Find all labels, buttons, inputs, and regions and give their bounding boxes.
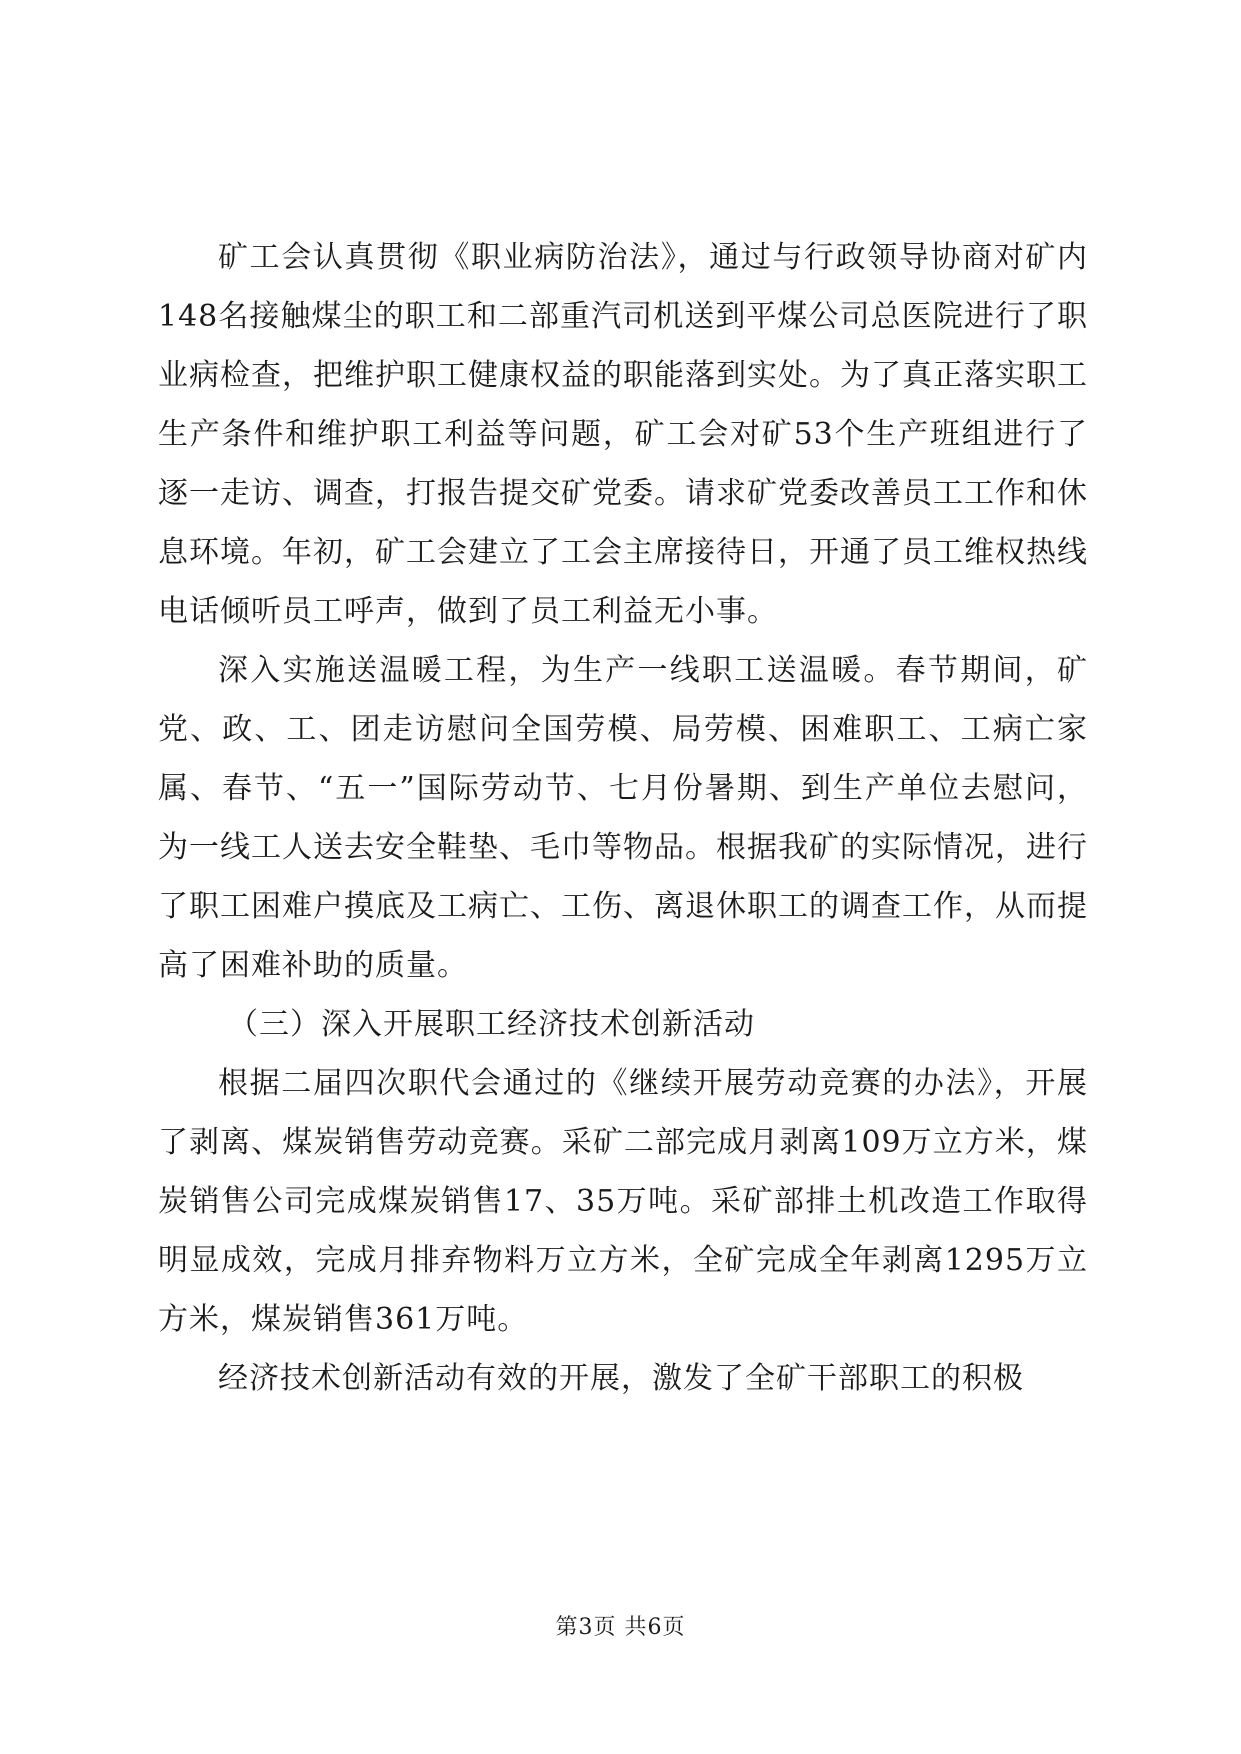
paragraph-innovation: 经济技术创新活动有效的开展，激发了全矿干部职工的积极 [218,1361,1024,1396]
paragraph-labor-competition: 根据二届四次职代会通过的《继续开展劳动竞赛的办法》，开展了剥离、煤炭销售劳动竞赛。采矿二部完成月剥离109万立方米，煤炭销售公司完成煤炭销售17、35万吨。采矿部排土机改造工作取得明显成效，完成月排弃物料万立方米，全矿完成全年剥离1295万立方米，煤炭销售361万吨。 [158,1066,1088,1337]
document-body [158,228,1088,1408]
section-heading: （三）深入开展职工经济技术创新活动 [228,1007,755,1042]
paragraph-occupational-health: 矿工会认真贯彻《职业病防治法》，通过与行政领导协商对矿内148名接触煤尘的职工和二部重汽司机送到平煤公司总医院进行了职业病检查，把维护职工健康权益的职能落到实处。为了真正落实职工生产条件和维护职工利益等问题，矿工会对矿53个生产班组进行了逐一走访、调查，打报告提交矿党委。请求矿党委改善员工工作和休息环境。年初，矿工会建立了工会主席接待日，开通了员工维权热线电话倾听员工呼声，做到了员工利益无小事。 [158,240,1088,629]
paragraph-warmth-project: 深入实施送温暖工程，为生产一线职工送温暖。春节期间，矿党、政、工、团走访慰问全国劳模、局劳模、困难职工、工病亡家属、春节、“五一”国际劳动节、七月份暑期、到生产单位去慰问，为一线工人送去安全鞋垫、毛巾等物品。根据我矿的实际情况，进行了职工困难户摸底及工病亡、工伤、离退休职工的调查工作，从而提高了困难补助的质量。 [158,653,1088,983]
page-footer: 第3页 共6页 [555,1615,686,1640]
